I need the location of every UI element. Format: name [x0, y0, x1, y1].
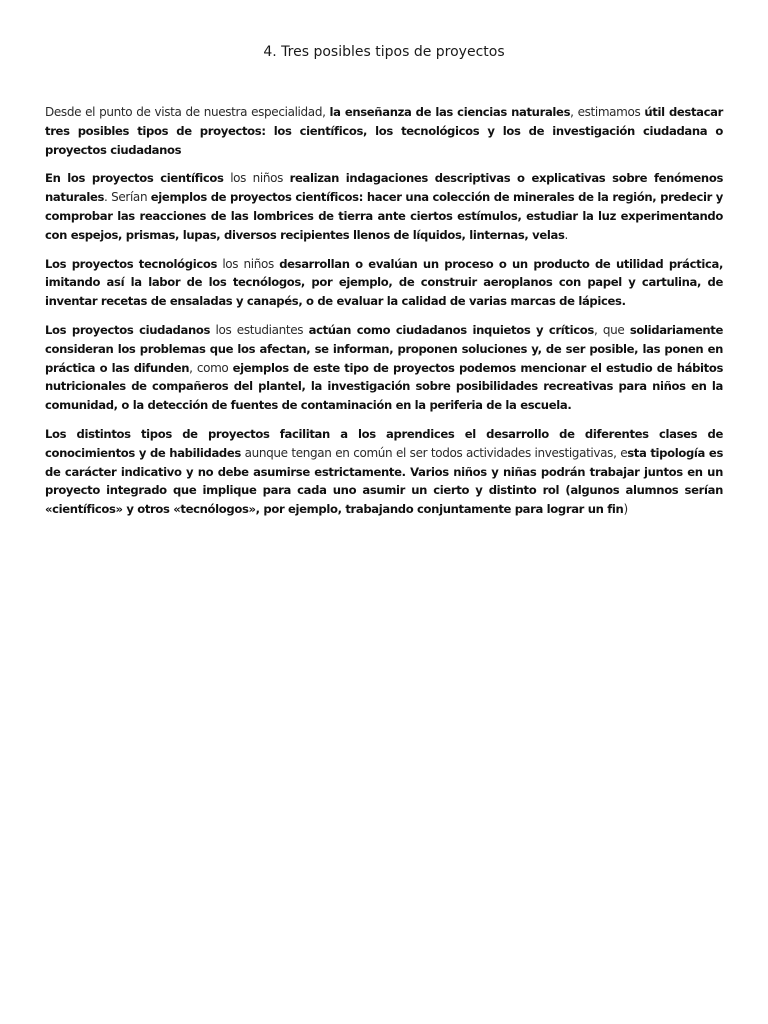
text-run: , estimamos [570, 105, 645, 119]
text-run-bold: la enseñanza de las ciencias naturales [329, 105, 571, 119]
text-run-bold: realizan indagaciones descriptivas o explicativas sobre fenómenos naturales [45, 171, 723, 205]
text-run-bold: actúan como ciudadanos inquietos y críticos [308, 322, 594, 337]
text-run-bold: ejemplos de este tipo de proyectos podemos mencionar el estudio de hábitos nutricionales de compañeros del plantel, la investigación sobre posibilidades recreativas para niños en la comunidad, o la detección de fuentes de contaminación en la periferia de la escuela. [45, 360, 724, 413]
text-run-bold: útil destacar tres posibles tipos de proyectos: los científicos, los tecnológicos y los de investigación ciudadana o proyectos ciudadanos [45, 105, 723, 157]
text-run: . [564, 227, 569, 242]
text-run: Desde el punto de vista de nuestra especialidad, [45, 105, 330, 119]
document-body [45, 103, 723, 529]
text-run: los niños [223, 171, 290, 186]
text-run-bold: Los proyectos ciudadanos [45, 322, 211, 337]
text-run-bold: En los proyectos científicos [45, 171, 224, 186]
text-run: . Serían [104, 190, 151, 205]
text-run: , que [593, 322, 630, 337]
text-run: los niños [217, 256, 280, 271]
text-run-bold: sta tipología es de carácter indicativo y no debe asumirse estrictamente. Varios niños y niñas podrán trabajar juntos en un proyecto integrado que implique para cada uno asumir un cierto y distinto rol (algunos alumnos serían «científicos» y otros «tecnólogos», por ejemplo, trabajando conjuntamente para lograr un fin [45, 445, 724, 517]
text-run-bold: solidariamente consideran los problemas que los afectan, se informan, proponen soluciones y, de ser posible, las ponen en práctica o las difunden [45, 322, 723, 375]
text-run-bold: ejemplos de proyectos científicos: hacer una colección de minerales de la región, predecir y comprobar las reacciones de las lombrices de tierra ante ciertos estímulos, estudiar la luz experimentando con espejos, prismas, lupas, diversos recipientes llenos de líquidos, linternas, velas [45, 190, 723, 242]
document-title: 4. Tres posibles tipos de proyectos [263, 44, 505, 60]
text-run-bold: desarrollan o evalúan un proceso o un producto de utilidad práctica, imitando así la labor de los tecnólogos, por ejemplo, de construir aeroplanos con papel y cartulina, de inventar recetas de ensaladas y canapés, o de evaluar la calidad de varias marcas de lápices. [45, 256, 723, 309]
text-run-bold: Los distintos tipos de proyectos facilitan a los aprendices el desarrollo de diferentes clases de conocimientos y de habilidades [45, 426, 723, 460]
text-run-bold: Los proyectos tecnológicos [45, 256, 218, 271]
paragraph-scientific-projects [45, 169, 723, 244]
paragraph-intro [45, 103, 723, 159]
text-run: ) [623, 502, 628, 517]
text-run: , como [189, 360, 233, 375]
paragraph-project-types-summary [45, 425, 723, 519]
text-run: los estudiantes [210, 322, 309, 337]
paragraph-citizen-projects [45, 321, 723, 415]
text-run: aunque tengan en común el ser todos actividades investigativas, e [240, 445, 628, 460]
paragraph-technological-projects [45, 255, 723, 311]
